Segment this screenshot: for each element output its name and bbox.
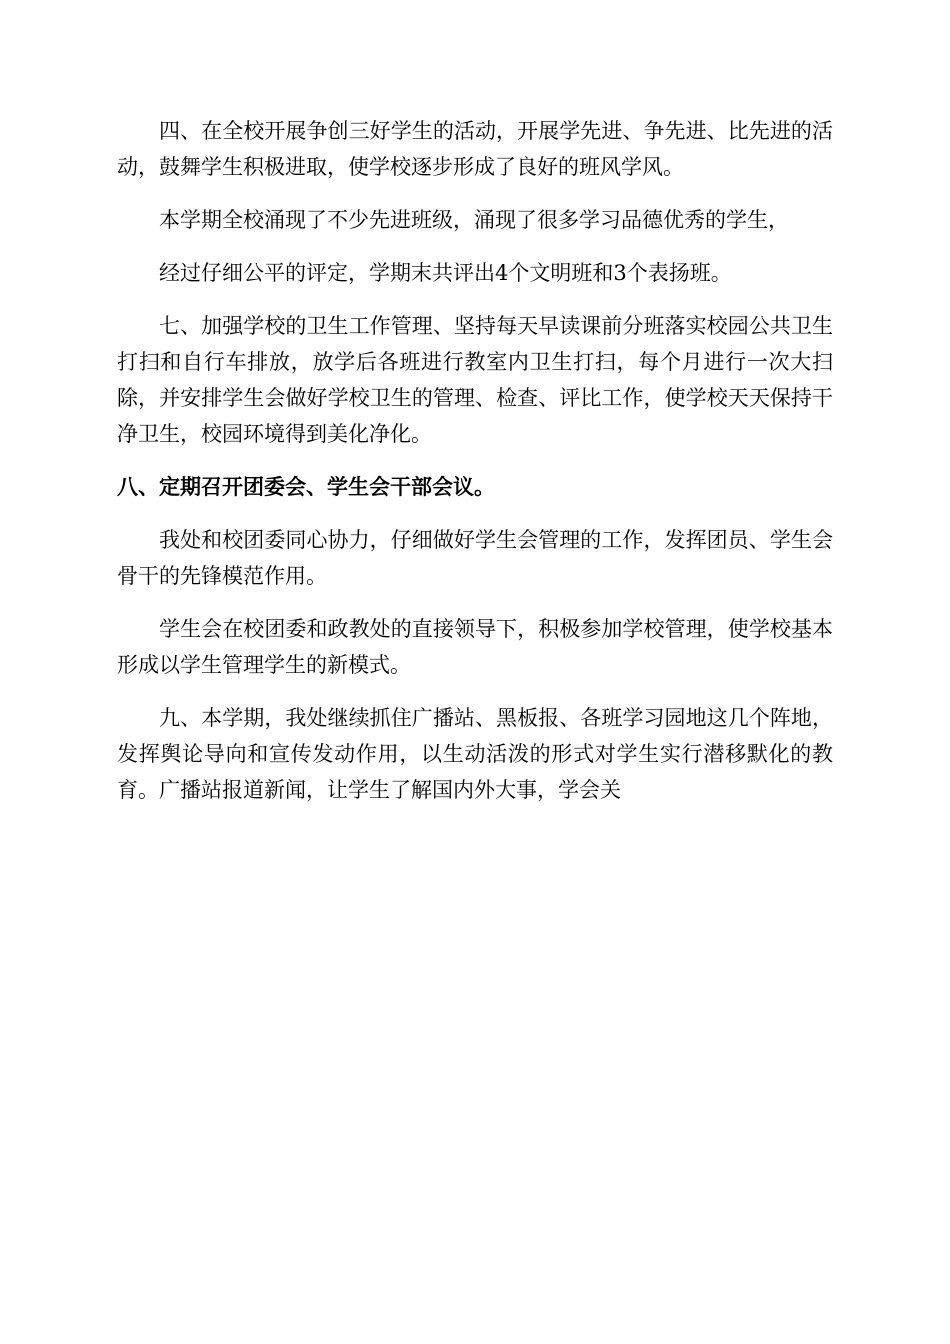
paragraph-four: 四、在全校开展争创三好学生的活动，开展学先进、争先进、比先进的活动，鼓舞学生积极进取，使学校逐步形成了良好的班风学风。 (117, 119, 833, 179)
section-heading-eight: 八、定期召开团委会、学生会干部会议。 (117, 475, 495, 499)
paragraph-evaluation: 经过仔细公平的评定，学期末共评出4个文明班和3个表扬班。 (159, 261, 732, 285)
paragraph-student-union: 学生会在校团委和政教处的直接领导下，积极参加学校管理，使学校基本形成以学生管理学生的新模式。 (117, 617, 833, 677)
paragraph-advanced-classes: 本学期全校涌现了不少先进班级，涌现了很多学习品德优秀的学生， (159, 208, 789, 232)
document-body (117, 113, 833, 825)
paragraph-nine: 九、本学期，我处继续抓住广播站、黑板报、各班学习园地这几个阵地，发挥舆论导向和宣传发动作用，以生动活泼的形式对学生实行潜移默化的教育。广播站报道新闻，让学生了解国内外大事，学会关 (117, 706, 833, 802)
paragraph-cooperation: 我处和校团委同心协力，仔细做好学生会管理的工作，发挥团员、学生会骨干的先锋模范作用。 (117, 528, 833, 588)
paragraph-seven: 七、加强学校的卫生工作管理、坚持每天早读课前分班落实校园公共卫生打扫和自行车排放，放学后各班进行教室内卫生打扫，每个月进行一次大扫除，并安排学生会做好学校卫生的管理、检查、评比工作，使学校天天保持干净卫生，校园环境得到美化净化。 (117, 314, 833, 446)
